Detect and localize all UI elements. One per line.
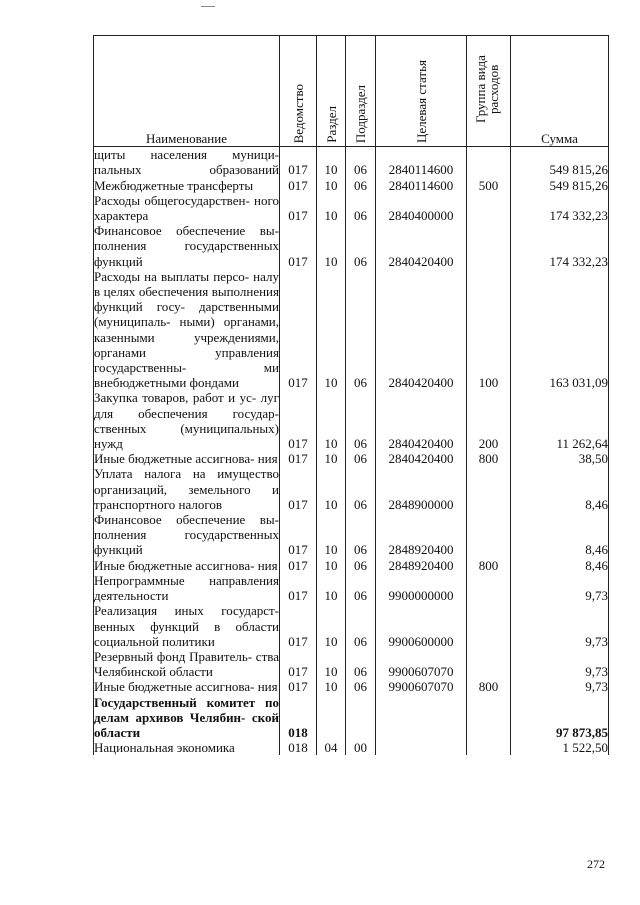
cell-sum: 9,73 (511, 573, 609, 603)
cell-subsection: 06 (346, 466, 376, 512)
cell-sum: 9,73 (511, 649, 609, 679)
cell-sum: 38,50 (511, 451, 609, 466)
cell-target: 2840420400 (376, 390, 467, 451)
budget-table (93, 35, 609, 755)
cell-target: 2840114600 (376, 147, 467, 178)
table-row (94, 390, 609, 451)
cell-section: 10 (317, 679, 346, 694)
header-dept: Ведомство (290, 83, 306, 143)
cell-group (467, 512, 511, 558)
cell-section: 10 (317, 466, 346, 512)
cell-section: 10 (317, 512, 346, 558)
cell-target: 2840114600 (376, 178, 467, 193)
cell-sum: 9,73 (511, 603, 609, 649)
cell-dept: 017 (280, 223, 317, 269)
cell-target (376, 695, 467, 741)
page-number: 272 (587, 857, 605, 871)
cell-target: 9900607070 (376, 679, 467, 694)
cell-sum: 11 262,64 (511, 390, 609, 451)
cell-group (467, 573, 511, 603)
cell-section: 10 (317, 451, 346, 466)
cell-group (467, 466, 511, 512)
cell-group (467, 695, 511, 741)
header-section: Раздел (323, 106, 339, 143)
cell-name: Закупка товаров, работ и ус- луг для обеспечения государ- ственных (муниципальных) нужд (94, 390, 279, 452)
cell-target: 2840420400 (376, 223, 467, 269)
table-row (94, 466, 609, 512)
table-row (94, 679, 609, 694)
cell-group: 100 (467, 269, 511, 391)
cell-group: 800 (467, 558, 511, 573)
cell-name: Уплата налога на имущество организаций, земельного и транспортного налогов (94, 466, 279, 512)
table-row (94, 193, 609, 223)
cell-name: Национальная экономика (94, 740, 280, 755)
cell-group (467, 649, 511, 679)
table-row (94, 223, 609, 269)
cell-subsection: 06 (346, 193, 376, 223)
cell-subsection: 00 (346, 740, 376, 755)
cell-dept: 018 (280, 740, 317, 755)
cell-subsection: 06 (346, 573, 376, 603)
cell-dept: 017 (280, 466, 317, 512)
cell-section: 10 (317, 558, 346, 573)
cell-name: Межбюджетные трансферты (94, 178, 280, 193)
cell-target: 2848920400 (376, 512, 467, 558)
cell-group (467, 603, 511, 649)
table-row (94, 603, 609, 649)
cell-group (467, 223, 511, 269)
cell-group (467, 147, 511, 178)
table-row (94, 649, 609, 679)
table-header-row (94, 36, 609, 147)
header-subsection: Подраздел (353, 84, 368, 143)
cell-target: 9900000000 (376, 573, 467, 603)
cell-sum: 163 031,09 (511, 269, 609, 391)
cell-dept: 017 (280, 573, 317, 603)
cell-section: 10 (317, 178, 346, 193)
cell-subsection: 06 (346, 269, 376, 391)
cell-section: 10 (317, 193, 346, 223)
table-row (94, 147, 609, 178)
cell-dept: 017 (280, 512, 317, 558)
cell-name: Непрограммные направления деятельности (94, 572, 279, 604)
cell-subsection: 06 (346, 390, 376, 451)
cell-dept: 017 (280, 147, 317, 178)
cell-subsection: 06 (346, 512, 376, 558)
cell-name: Иные бюджетные ассигнова- ния (94, 557, 278, 573)
cell-name: Расходы общегосударствен- ного характера (94, 192, 279, 224)
cell-target: 2848920400 (376, 558, 467, 573)
cell-section: 10 (317, 390, 346, 451)
cell-sum: 8,46 (511, 466, 609, 512)
cell-name: Резервный фонд Правитель- ства Челябинской области (94, 648, 279, 680)
cell-dept: 017 (280, 451, 317, 466)
cell-name: Расходы на выплаты персо- налу в целях обеспечения выполнения функций госу- дарственными (муниципаль- ными) органами, казенными учреждениями, органами управления государственны- ми внебюджетными фондами (94, 268, 279, 391)
cell-subsection: 06 (346, 679, 376, 694)
cell-group: 800 (467, 679, 511, 694)
cell-section (317, 695, 346, 741)
cell-target (376, 740, 467, 755)
cell-section: 10 (317, 269, 346, 391)
table-row (94, 573, 609, 603)
cell-name: Финансовое обеспечение вы- полнения государственных функций (94, 512, 279, 558)
cell-group: 500 (467, 178, 511, 193)
table-row (94, 558, 609, 573)
table-row (94, 451, 609, 466)
cell-group: 200 (467, 390, 511, 451)
cell-subsection: 06 (346, 649, 376, 679)
header-target: Целевая статья (413, 59, 429, 143)
header-sum: Сумма (511, 36, 609, 147)
cell-section: 10 (317, 147, 346, 178)
cell-section: 04 (317, 740, 346, 755)
cell-subsection: 06 (346, 451, 376, 466)
cell-subsection: 06 (346, 147, 376, 178)
cell-dept: 017 (280, 649, 317, 679)
cell-sum: 9,73 (511, 679, 609, 694)
cell-sum: 8,46 (511, 558, 609, 573)
cell-dept: 017 (280, 269, 317, 391)
cell-subsection: 06 (346, 603, 376, 649)
cell-name: Реализация иных государст- венных функций в области социальной политики (94, 603, 279, 649)
cell-sum: 1 522,50 (511, 740, 609, 755)
cell-dept: 018 (280, 695, 317, 741)
cell-target: 2840400000 (376, 193, 467, 223)
cell-subsection: 06 (346, 223, 376, 269)
cell-section: 10 (317, 603, 346, 649)
cell-name: Иные бюджетные ассигнова- ния (94, 679, 278, 695)
cell-name: щиты населения муници- пальных образований (94, 147, 279, 178)
table-row (94, 512, 609, 558)
cell-sum: 8,46 (511, 512, 609, 558)
table-row (94, 178, 609, 193)
cell-dept: 017 (280, 679, 317, 694)
cell-subsection: 06 (346, 558, 376, 573)
cell-dept: 017 (280, 178, 317, 193)
cell-section: 10 (317, 573, 346, 603)
cell-dept: 017 (280, 193, 317, 223)
cell-target: 2840420400 (376, 269, 467, 391)
cell-name: Иные бюджетные ассигнова- ния (94, 451, 278, 467)
cell-dept: 017 (280, 558, 317, 573)
cell-group: 800 (467, 451, 511, 466)
top-mark (201, 6, 215, 7)
cell-target: 2848900000 (376, 466, 467, 512)
cell-sum: 174 332,23 (511, 223, 609, 269)
header-name: Наименование (94, 36, 280, 147)
cell-section: 10 (317, 223, 346, 269)
cell-dept: 017 (280, 603, 317, 649)
table-row (94, 269, 609, 391)
table-row (94, 740, 609, 755)
cell-group (467, 193, 511, 223)
table-row (94, 695, 609, 741)
cell-sum: 549 815,26 (511, 147, 609, 178)
cell-subsection (346, 695, 376, 741)
cell-sum: 549 815,26 (511, 178, 609, 193)
cell-target: 2840420400 (376, 451, 467, 466)
cell-target: 9900600000 (376, 603, 467, 649)
cell-dept: 017 (280, 390, 317, 451)
cell-sum: 97 873,85 (511, 695, 609, 741)
cell-subsection: 06 (346, 178, 376, 193)
cell-target: 9900607070 (376, 649, 467, 679)
header-group: Группа вида расходов (472, 55, 501, 124)
cell-section: 10 (317, 649, 346, 679)
cell-name: Финансовое обеспечение вы- полнения государственных функций (94, 223, 279, 269)
cell-group (467, 740, 511, 755)
cell-name: Государственный комитет по делам архивов Челябин- ской области (94, 694, 279, 740)
cell-sum: 174 332,23 (511, 193, 609, 223)
